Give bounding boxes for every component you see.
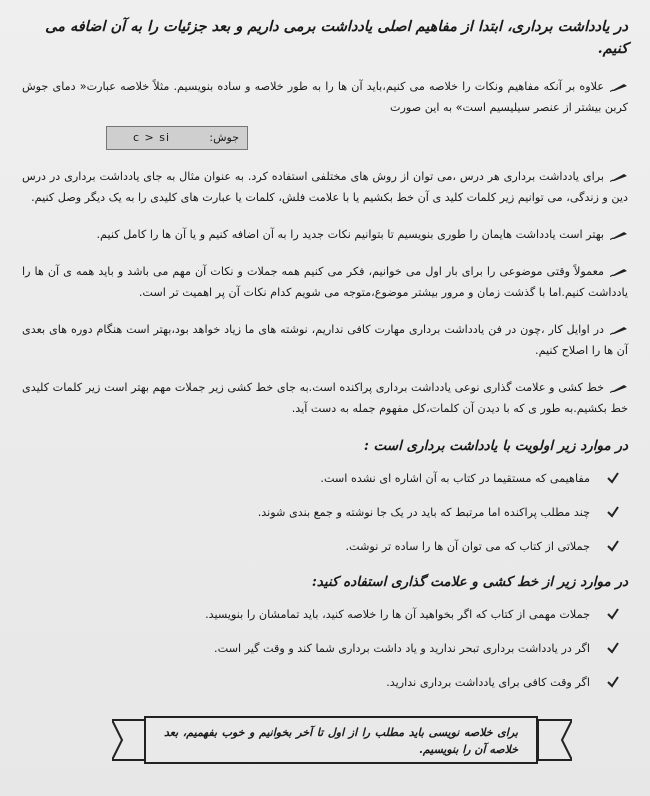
section-heading-note-taking: در موارد زیر اولویت با یادداشت برداری است : bbox=[363, 438, 628, 454]
bullet-list-note-taking bbox=[22, 469, 628, 557]
page-title: در یادداشت برداری، ابتدا از مفاهیم اصلی یادداشت برمی داریم و بعد جزئیات را به آن اضافه می کنیم. bbox=[45, 18, 628, 57]
paragraph-2 bbox=[22, 166, 628, 208]
pen-icon bbox=[610, 325, 628, 335]
list-item bbox=[22, 673, 628, 693]
pen-icon bbox=[610, 230, 628, 240]
list-item bbox=[22, 605, 628, 625]
paragraph-4 bbox=[22, 261, 628, 303]
checkmark-icon bbox=[606, 675, 620, 689]
checkmark-icon bbox=[606, 471, 620, 485]
list-item bbox=[22, 503, 628, 523]
bullet-list-underlining bbox=[22, 605, 628, 693]
list-item bbox=[22, 537, 628, 557]
paragraph-1 bbox=[22, 76, 628, 118]
list-item-text: جملاتی از کتاب که می توان آن ها را ساده تر نوشت. bbox=[345, 540, 590, 553]
paragraph-text: علاوه بر آنکه مفاهیم ونکات را خلاصه می کنیم،باید آن ها را به طور خلاصه و ساده بنویسیم. مثلاً خلاصه عبارت« دمای جوش کربن بیشتر از عنصر سیلیسیم است» به این صورت bbox=[22, 80, 628, 114]
paragraph-text: خط کشی و علامت گذاری نوعی یادداشت برداری پراکنده است.به جای خط کشی زیر جملات مهم بهتر است زیر کلمات کلیدی خط بکشیم.به طور ی که با دیدن آن کلمات،کل مفهوم جمله به دست آید. bbox=[22, 381, 628, 415]
list-item-text: اگر در یادداشت برداری تبحر ندارید و یاد داشت برداری شما کند و وقت گیر است. bbox=[214, 642, 590, 655]
paragraph-text: در اوایل کار ،چون در فن یادداشت برداری مهارت کافی نداریم، نوشته های ما زیاد خواهد بود،بهتر است هنگام دوره های بعدی آن ها را اصلاح کنیم. bbox=[22, 323, 628, 357]
paragraph-5 bbox=[22, 319, 628, 361]
summary-banner: برای خلاصه نویسی باید مطلب را از اول تا آخر بخوانیم و خوب بفهمیم، بعد خلاصه آن را بنویسیم. bbox=[144, 716, 538, 764]
pen-icon bbox=[610, 172, 628, 182]
paragraph-6 bbox=[22, 377, 628, 419]
list-item-text: جملات مهمی از کتاب که اگر بخواهید آن ها را خلاصه کنید، باید تمامشان را بنویسید. bbox=[205, 608, 590, 621]
paragraph-text: برای یادداشت برداری هر درس ،می توان از روش های مختلفی استفاده کرد. به عنوان مثال به جای یادداشت برداری در درس دین و زندگی، می توانیم زیر کلمات کلید ی آن خط بکشیم یا با علامت فلش، کلمات یا عبارت های کلیدی را به یک دیگر وصل کنیم. bbox=[22, 170, 628, 204]
list-item bbox=[22, 639, 628, 659]
ribbon-left-icon bbox=[112, 716, 146, 764]
list-item-text: اگر وقت کافی برای یادداشت برداری ندارید. bbox=[386, 676, 590, 689]
list-item-text: مفاهیمی که مستقیما در کتاب به آن اشاره ای نشده است. bbox=[320, 472, 590, 485]
section-heading-underlining: در موارد زیر از خط کشی و علامت گذاری استفاده کنید: bbox=[311, 574, 628, 590]
formula-label: جوش: bbox=[209, 131, 239, 144]
paragraph-text: بهتر است یادداشت هایمان را طوری بنویسیم تا بتوانیم نکات جدید را به آن اضافه کنیم و یا آن ها را کامل کنیم. bbox=[96, 228, 604, 241]
paragraph-3 bbox=[22, 224, 628, 245]
checkmark-icon bbox=[606, 641, 620, 655]
list-item-text: چند مطلب پراکنده اما مرتبط که باید در یک جا نوشته و جمع بندی شوند. bbox=[257, 506, 590, 519]
formula-expression: c > si bbox=[133, 131, 171, 144]
formula-box bbox=[106, 126, 248, 150]
pen-icon bbox=[610, 82, 628, 92]
pen-icon bbox=[610, 383, 628, 393]
paragraph-text: معمولاً وقتی موضوعی را برای بار اول می خوانیم، فکر می کنیم همه جملات و نکات آن مهم می باشد و باید همه ی آن ها را یادداشت کنیم.اما با گذشت زمان و مرور بیشتر موضوع،متوجه می شویم کدام نکات آن پر اهمیت تر است. bbox=[22, 265, 628, 299]
checkmark-icon bbox=[606, 539, 620, 553]
checkmark-icon bbox=[606, 505, 620, 519]
list-item bbox=[22, 469, 628, 489]
pen-icon bbox=[610, 267, 628, 277]
ribbon-right-icon bbox=[538, 716, 572, 764]
checkmark-icon bbox=[606, 607, 620, 621]
formula-row bbox=[22, 126, 628, 154]
